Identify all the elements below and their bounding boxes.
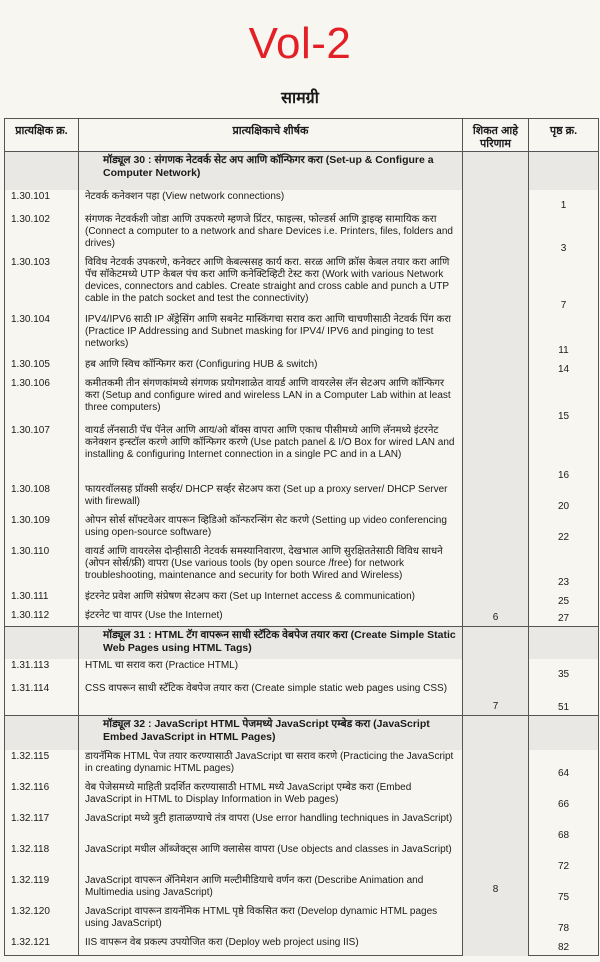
page-no: 11 [529, 313, 599, 358]
page-no: 75 [529, 874, 599, 905]
practical-title: JavaScript वापरून डायनॅमिक HTML पृष्ठे विकसित करा (Develop dynamic HTML pages using JavaScript) [79, 905, 463, 936]
header-outcome: शिकत आहे परिणाम [463, 119, 529, 152]
practical-no: 1.31.114 [5, 682, 79, 716]
page-no: 1 [529, 190, 599, 213]
practical-title: IIS वापरून वेब प्रकल्प उपयोजित करा (Deploy web project using IIS) [79, 936, 463, 956]
page-no: 14 [529, 358, 599, 377]
practical-no: 1.32.121 [5, 936, 79, 956]
page-no: 15 [529, 377, 599, 424]
practical-title: HTML चा सराव करा (Practice HTML) [79, 659, 463, 682]
module-title: मॉड्यूल 32 : JavaScript HTML पेजमध्ये JavaScript एम्बेड करा (JavaScript Embed JavaScript in HTML Pages) [103, 718, 430, 743]
contents-table [4, 118, 599, 956]
page-no: 23 [529, 545, 599, 590]
practical-title: वायर्ड आणि वायरलेस दोन्हीसाठी नेटवर्क समस्यानिवारण, देखभाल आणि सुरक्षिततेसाठी विविध साधने (ओपन सोर्स/फ्री) वापरा (Use various tools (by open source /free) for network troubleshooting, maintenance and security for both Wired and Wireless) [79, 545, 463, 590]
page-no: 35 [529, 659, 599, 682]
page-title: सामग्री [281, 88, 319, 107]
page-no: 78 [529, 905, 599, 936]
page-no: 64 [529, 750, 599, 781]
module-row [5, 627, 599, 660]
practical-no: 1.30.106 [5, 377, 79, 424]
page-no: 16 [529, 424, 599, 483]
practical-title: वेब पेजेसमध्ये माहिती प्रदर्शित करण्यासाठी HTML मध्ये JavaScript एम्बेड करा (Embed JavaScript in HTML to Display Information in Web pages) [79, 781, 463, 812]
practical-no: 1.30.101 [5, 190, 79, 213]
practical-title: CSS वापरून साधी स्टॅटिक वेबपेज तयार करा (Create simple static web pages using CSS) [79, 682, 463, 716]
page-no: 82 [529, 936, 599, 956]
practical-title: JavaScript मध्ये त्रुटी हाताळण्याचे तंत्र वापरा (Use error handling techniques in JavaScript) [79, 812, 463, 843]
practical-no: 1.30.111 [5, 590, 79, 609]
page-no: 20 [529, 483, 599, 514]
page-no: 7 [529, 256, 599, 313]
practical-no: 1.32.116 [5, 781, 79, 812]
practical-title: इंटरनेट प्रवेश आणि संप्रेषण सेटअप करा (Set up Internet access & communication) [79, 590, 463, 609]
practical-title: वायर्ड लॅनसाठी पॅच पॅनेल आणि आय/ओ बॉक्स वापरा आणि एकाच पीसीमध्ये आणि लॅनमध्ये इंटरनेट कनेक्शन इन्स्टॉल करणे आणि कॉन्फिगर करणे (Use patch panel & I/O Box for wired LAN and installing & configuring Internet connection in a single PC and in a LAN) [79, 424, 463, 483]
table-header-row [5, 119, 599, 152]
page-no: 25 [529, 590, 599, 609]
practical-no: 1.31.113 [5, 659, 79, 682]
page-no: 66 [529, 781, 599, 812]
module-outcome: 6 [463, 152, 529, 627]
practical-no: 1.32.119 [5, 874, 79, 905]
practical-no: 1.30.102 [5, 213, 79, 256]
module-row [5, 152, 599, 191]
practical-title: JavaScript मधील ऑब्जेक्ट्स आणि क्लासेस वापरा (Use objects and classes in JavaScript) [79, 843, 463, 874]
practical-title: नेटवर्क कनेक्शन पहा (View network connections) [79, 190, 463, 213]
practical-title: ओपन सोर्स सॉफ्टवेअर वापरून व्हिडिओ कॉन्फरन्सिंग सेट करणे (Setting up video conferencing using open-source software) [79, 514, 463, 545]
practical-title: हब आणि स्विच कॉन्फिगर करा (Configuring HUB & switch) [79, 358, 463, 377]
header-title: प्रात्यक्षिकाचे शीर्षक [79, 119, 463, 152]
practical-no: 1.32.117 [5, 812, 79, 843]
volume-title: Vol-2 [248, 19, 352, 68]
page-no: 51 [529, 682, 599, 716]
module-outcome: 7 [463, 627, 529, 716]
practical-no: 1.30.103 [5, 256, 79, 313]
header-practical-no: प्रात्यक्षिक क्र. [5, 119, 79, 152]
practical-no: 1.30.108 [5, 483, 79, 514]
page-no: 3 [529, 213, 599, 256]
module-outcome: 8 [463, 716, 529, 956]
practical-no: 1.30.107 [5, 424, 79, 483]
practical-title: JavaScript वापरून ॲनिमेशन आणि मल्टीमीडियाचे वर्णन करा (Describe Animation and Multimedia using JavaScript) [79, 874, 463, 905]
page-no: 27 [529, 609, 599, 627]
module-row [5, 716, 599, 751]
practical-no: 1.30.110 [5, 545, 79, 590]
practical-no: 1.32.118 [5, 843, 79, 874]
practical-no: 1.30.104 [5, 313, 79, 358]
module-title: मॉड्यूल 31 : HTML टॅग वापरून साधी स्टॅटिक वेबपेज तयार करा (Create Simple Static Web Pages using HTML Tags) [103, 629, 456, 654]
practical-title: संगणक नेटवर्कशी जोडा आणि उपकरणे म्हणजे प्रिंटर, फाइल्स, फोल्डर्स आणि ड्राइव्ह सामायिक करा (Connect a computer to a network and share Devices i.e. Printers, files, folders and drives) [79, 213, 463, 256]
page-no: 72 [529, 843, 599, 874]
practical-title: इंटरनेट चा वापर (Use the Internet) [79, 609, 463, 627]
practical-title: कमीतकमी तीन संगणकांमध्ये संगणक प्रयोगशाळेत वायर्ड आणि वायरलेस लॅन सेटअप आणि कॉन्फिगर करा (Setup and configure wired and wireless LAN in a Computer Lab within at least three computers) [79, 377, 463, 424]
practical-no: 1.32.115 [5, 750, 79, 781]
header-page: पृष्ठ क्र. [529, 119, 599, 152]
practical-no: 1.32.120 [5, 905, 79, 936]
module-title: मॉड्यूल 30 : संगणक नेटवर्क सेट अप आणि कॉन्फिगर करा (Set-up & Configure a Computer Network) [103, 154, 434, 179]
page-no: 22 [529, 514, 599, 545]
practical-no: 1.30.112 [5, 609, 79, 627]
practical-title: डायनॅमिक HTML पेज तयार करण्यासाठी JavaScript चा सराव करणे (Practicing the JavaScript in creating dynamic HTML pages) [79, 750, 463, 781]
page-no: 68 [529, 812, 599, 843]
practical-title: विविध नेटवर्क उपकरणे, कनेक्टर आणि केबल्ससह कार्य करा. सरळ आणि क्रॉस केबल तयार करा आणि पॅच सॉकेटमध्ये UTP केबल पंच करा आणि कनेक्टिव्हिटी टेस्ट करा (Work with various Network devices, connectors and cables. Create straight and cross cable and punch a UTP cable in the patch socket and test the connectivity) [79, 256, 463, 313]
practical-no: 1.30.109 [5, 514, 79, 545]
practical-no: 1.30.105 [5, 358, 79, 377]
practical-title: फायरवॉलसह प्रॉक्सी सर्व्हर/ DHCP सर्व्हर सेटअप करा (Set up a proxy server/ DHCP Server with firewall) [79, 483, 463, 514]
practical-title: IPV4/IPV6 साठी IP ॲड्रेसिंग आणि सबनेट मास्किंगचा सराव करा आणि चाचणीसाठी नेटवर्क पिंग करा (Practice IP Addressing and Subnet masking for IPV4/ IPV6 and pinging to test networks) [79, 313, 463, 358]
